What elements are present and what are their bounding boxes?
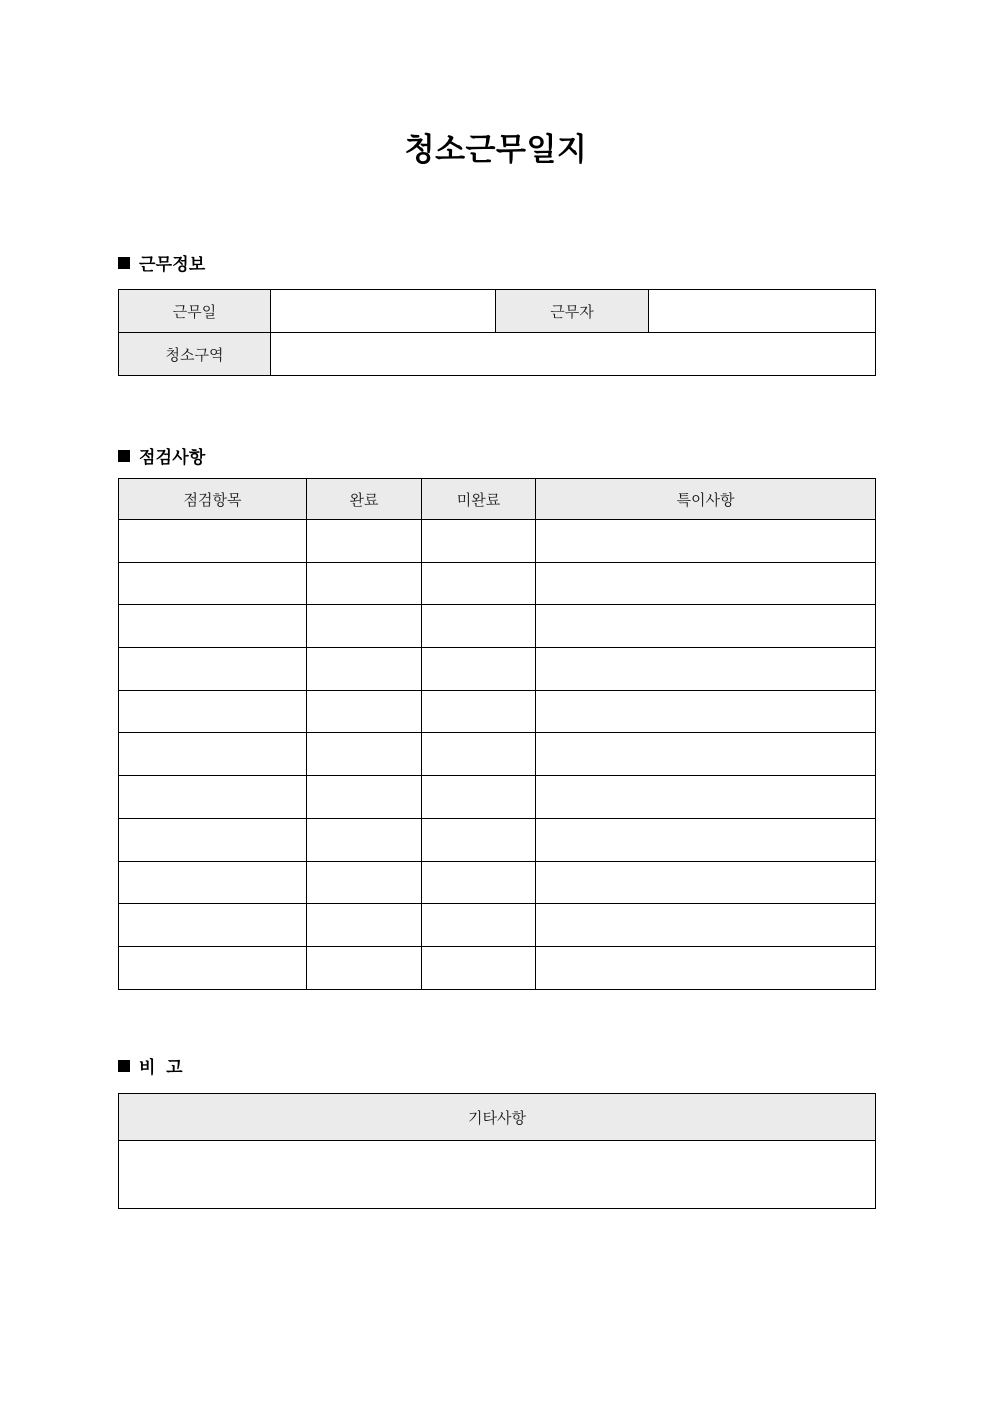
cell-item[interactable]	[119, 648, 307, 691]
cell-incomplete[interactable]	[422, 648, 536, 691]
cell-note[interactable]	[536, 605, 876, 648]
cell-complete[interactable]	[307, 904, 422, 947]
inspection-table-body	[119, 520, 876, 990]
remarks-table	[118, 1093, 876, 1209]
column-header-item: 점검항목	[119, 479, 307, 520]
table-row	[119, 946, 876, 989]
cell-complete[interactable]	[307, 690, 422, 733]
section-heading-remarks	[118, 1053, 186, 1078]
cell-note[interactable]	[536, 818, 876, 861]
cell-incomplete[interactable]	[422, 861, 536, 904]
cell-note[interactable]	[536, 690, 876, 733]
section-heading-label: 비 고	[139, 1058, 186, 1077]
table-row	[119, 605, 876, 648]
page-title: 청소근무일지	[404, 132, 588, 167]
cell-note[interactable]	[536, 733, 876, 776]
column-header-complete: 완료	[307, 479, 422, 520]
cell-complete[interactable]	[307, 605, 422, 648]
label-work-date: 근무일	[119, 290, 271, 333]
cell-note[interactable]	[536, 904, 876, 947]
cell-item[interactable]	[119, 520, 307, 563]
table-row	[119, 904, 876, 947]
cell-complete[interactable]	[307, 520, 422, 563]
field-other-matters[interactable]	[119, 1141, 876, 1209]
cell-item[interactable]	[119, 946, 307, 989]
black-square-bullet-icon	[118, 1060, 130, 1072]
section-heading-inspection	[118, 443, 206, 468]
section-heading-label: 근무정보	[139, 255, 206, 274]
column-header-incomplete: 미완료	[422, 479, 536, 520]
cell-note[interactable]	[536, 776, 876, 819]
table-row	[119, 562, 876, 605]
cell-incomplete[interactable]	[422, 776, 536, 819]
cell-complete[interactable]	[307, 946, 422, 989]
cell-item[interactable]	[119, 605, 307, 648]
cell-incomplete[interactable]	[422, 904, 536, 947]
cell-item[interactable]	[119, 818, 307, 861]
cell-item[interactable]	[119, 562, 307, 605]
cell-incomplete[interactable]	[422, 562, 536, 605]
field-work-date[interactable]	[271, 290, 496, 333]
column-header-note: 특이사항	[536, 479, 876, 520]
section-heading-label: 점검사항	[139, 448, 206, 467]
cell-item[interactable]	[119, 690, 307, 733]
cell-incomplete[interactable]	[422, 733, 536, 776]
cell-complete[interactable]	[307, 733, 422, 776]
cell-item[interactable]	[119, 904, 307, 947]
cell-complete[interactable]	[307, 562, 422, 605]
table-row	[119, 733, 876, 776]
work-info-table	[118, 289, 876, 376]
field-cleaning-area[interactable]	[271, 333, 876, 376]
inspection-table	[118, 478, 876, 990]
cell-note[interactable]	[536, 648, 876, 691]
table-row	[119, 648, 876, 691]
table-row	[119, 520, 876, 563]
label-worker: 근무자	[496, 290, 649, 333]
black-square-bullet-icon	[118, 257, 130, 269]
table-header-row	[119, 1094, 876, 1141]
table-row	[119, 861, 876, 904]
cell-incomplete[interactable]	[422, 520, 536, 563]
cell-incomplete[interactable]	[422, 605, 536, 648]
table-row	[119, 818, 876, 861]
cell-complete[interactable]	[307, 776, 422, 819]
table-row	[119, 690, 876, 733]
cell-item[interactable]	[119, 861, 307, 904]
cell-note[interactable]	[536, 861, 876, 904]
table-row	[119, 776, 876, 819]
column-header-other-matters: 기타사항	[119, 1094, 876, 1141]
field-worker[interactable]	[649, 290, 876, 333]
label-cleaning-area: 청소구역	[119, 333, 271, 376]
black-square-bullet-icon	[118, 450, 130, 462]
cell-note[interactable]	[536, 562, 876, 605]
cell-incomplete[interactable]	[422, 690, 536, 733]
cell-incomplete[interactable]	[422, 818, 536, 861]
table-row	[119, 290, 876, 333]
section-heading-work-info	[118, 250, 206, 275]
table-header-row	[119, 479, 876, 520]
cell-item[interactable]	[119, 733, 307, 776]
cell-complete[interactable]	[307, 861, 422, 904]
cell-incomplete[interactable]	[422, 946, 536, 989]
cell-item[interactable]	[119, 776, 307, 819]
cell-note[interactable]	[536, 520, 876, 563]
cell-complete[interactable]	[307, 818, 422, 861]
table-row	[119, 333, 876, 376]
cell-complete[interactable]	[307, 648, 422, 691]
table-row	[119, 1141, 876, 1209]
cell-note[interactable]	[536, 946, 876, 989]
